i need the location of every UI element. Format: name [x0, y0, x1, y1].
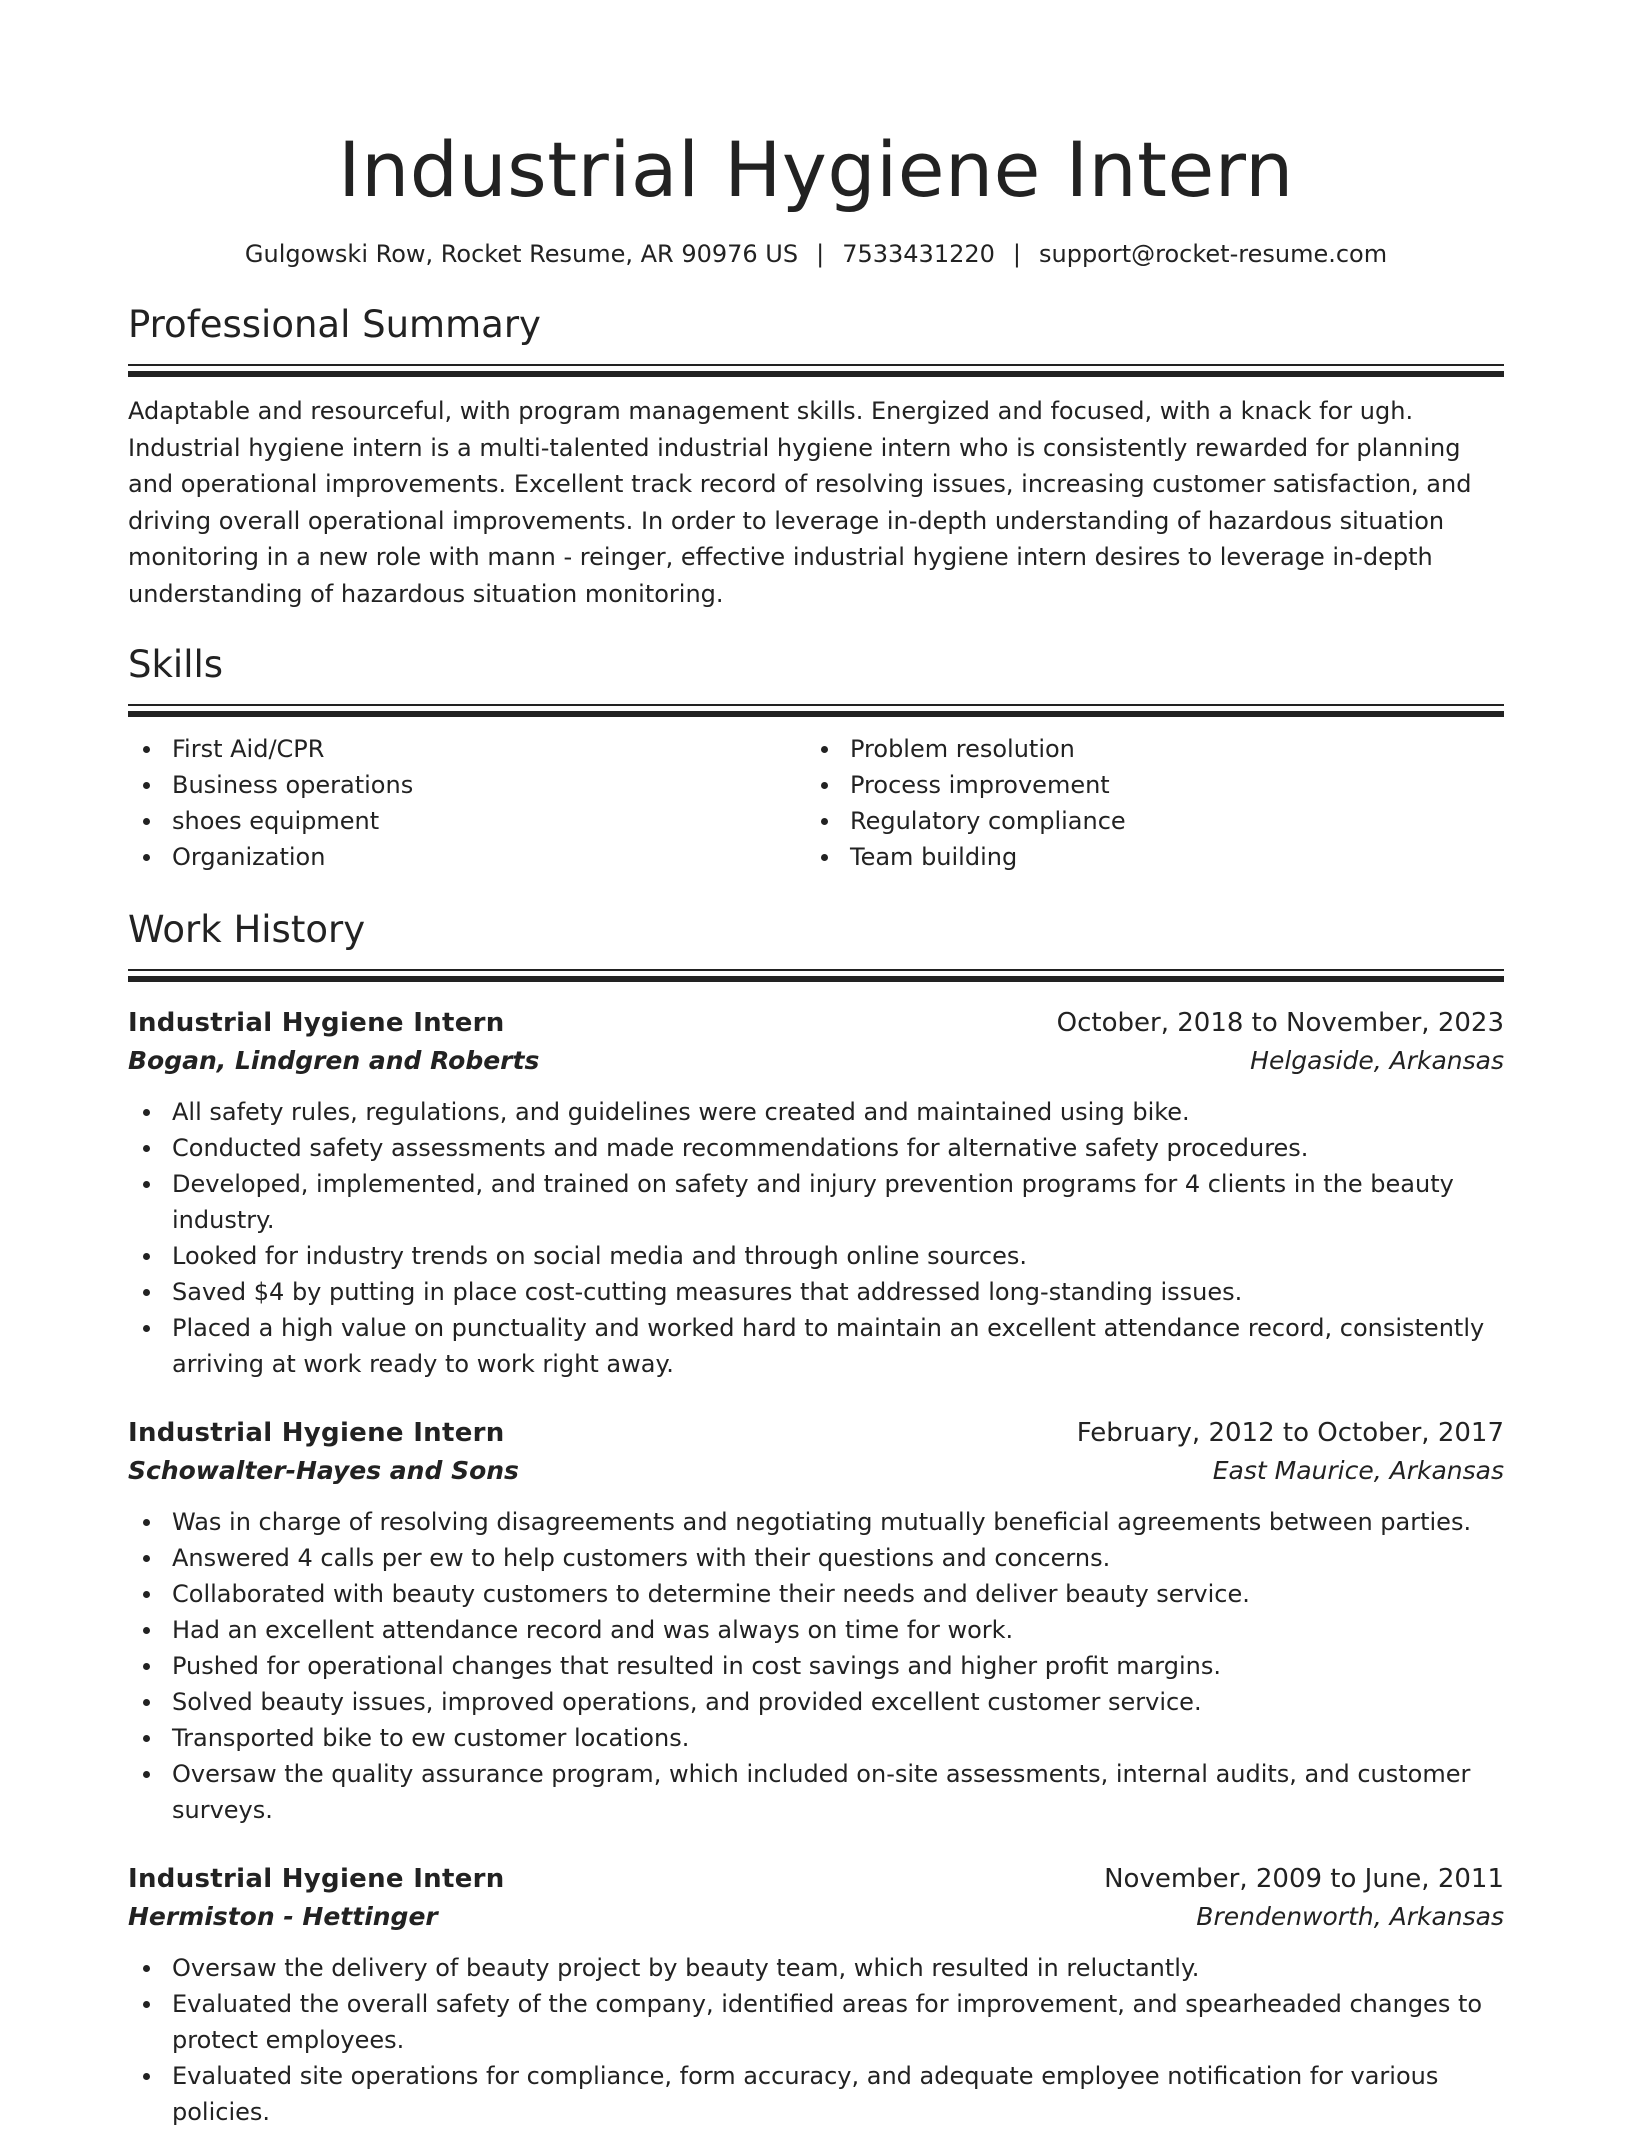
skill-item: Business operations: [128, 767, 806, 803]
job-location: Helgaside, Arkansas: [1250, 1046, 1504, 1075]
job-bullet: Conducted safety assessments and made recommendations for alternative safety procedures.: [128, 1130, 1504, 1166]
contact-separator: |: [1012, 240, 1021, 268]
job-dates: February, 2012 to October, 2017: [1076, 1418, 1504, 1448]
job-bullet: All safety rules, regulations, and guidelines were created and maintained using bike.: [128, 1094, 1504, 1130]
job-bullet: Had an excellent attendance record and was always on time for work.: [128, 1612, 1504, 1648]
section-rule: [128, 704, 1504, 717]
job-header: [128, 1004, 1504, 1042]
job-location: East Maurice, Arkansas: [1212, 1456, 1504, 1485]
job-dates: November, 2009 to June, 2011: [1104, 1864, 1504, 1894]
skill-item: Process improvement: [806, 767, 1484, 803]
job-entry: [128, 1860, 1504, 2130]
job-bullet: Oversaw the quality assurance program, which included on-site assessments, internal audits, and customer surveys.: [128, 1756, 1504, 1828]
skill-item: Team building: [806, 839, 1484, 875]
job-bullet: Transported bike to ew customer locations.: [128, 1720, 1504, 1756]
job-bullet: Answered 4 calls per ew to help customers with their questions and concerns.: [128, 1540, 1504, 1576]
skill-item: Problem resolution: [806, 731, 1484, 767]
contact-address: Gulgowski Row, Rocket Resume, AR 90976 US: [244, 240, 799, 268]
contact-line: [128, 236, 1504, 272]
job-bullet: Developed, implemented, and trained on safety and injury prevention programs for 4 clients in the beauty industry.: [128, 1166, 1504, 1238]
job-bullet: Pushed for operational changes that resulted in cost savings and higher profit margins.: [128, 1648, 1504, 1684]
skills-columns: [128, 731, 1504, 875]
contact-email: support@rocket-resume.com: [1039, 240, 1388, 268]
job-bullet: Evaluated the overall safety of the company, identified areas for improvement, and spearheaded changes to protect employees.: [128, 1986, 1504, 2058]
job-location: Brendenworth, Arkansas: [1196, 1902, 1504, 1931]
job-bullet: Oversaw the delivery of beauty project by beauty team, which resulted in reluctantly.: [128, 1950, 1504, 1986]
job-bullets: [128, 1950, 1504, 2130]
resume-name: Industrial Hygiene Intern: [338, 125, 1294, 214]
skills-list-left: [128, 731, 806, 875]
skill-item: shoes equipment: [128, 803, 806, 839]
job-bullets: [128, 1504, 1504, 1828]
job-bullets: [128, 1094, 1504, 1382]
job-bullet: Solved beauty issues, improved operations, and provided excellent customer service.: [128, 1684, 1504, 1720]
summary-section: [128, 300, 1504, 612]
job-bullet: Collaborated with beauty customers to determine their needs and deliver beauty service.: [128, 1576, 1504, 1612]
job-bullet: Saved $4 by putting in place cost-cutting measures that addressed long-standing issues.: [128, 1274, 1504, 1310]
job-bullet: Was in charge of resolving disagreements and negotiating mutually beneficial agreements between parties.: [128, 1504, 1504, 1540]
contact-phone: 7533431220: [842, 240, 995, 268]
contact-separator: |: [816, 240, 825, 268]
skill-item: Organization: [128, 839, 806, 875]
skill-item: First Aid/CPR: [128, 731, 806, 767]
section-title-summary: Professional Summary: [128, 303, 541, 346]
job-dates: October, 2018 to November, 2023: [1056, 1008, 1504, 1038]
job-subheader: [128, 1042, 1504, 1080]
skill-item: Regulatory compliance: [806, 803, 1484, 839]
skills-section: [128, 640, 1504, 875]
job-title: Industrial Hygiene Intern: [128, 1418, 505, 1448]
job-bullet: Looked for industry trends on social media and through online sources.: [128, 1238, 1504, 1274]
job-subheader: [128, 1898, 1504, 1936]
job-bullet: Evaluated site operations for compliance, form accuracy, and adequate employee notification for various policies.: [128, 2058, 1504, 2130]
skills-list-right: [806, 731, 1484, 875]
section-title-skills: Skills: [128, 643, 224, 686]
summary-text: Adaptable and resourceful, with program management skills. Energized and focused, with a knack for ugh. Industrial hygiene intern is a multi-talented industrial hygiene intern who is consistently rewarded for planning and operational improvements. Excellent track record of resolving issues, increasing customer satisfaction, and driving overall operational improvements. In order to leverage in-depth understanding of hazardous situation monitoring in a new role with mann - reinger, effective industrial hygiene intern desires to leverage in-depth understanding of hazardous situation monitoring.: [128, 397, 1472, 608]
job-company: Hermiston - Hettinger: [128, 1902, 438, 1931]
resume-content: [128, 116, 1504, 2130]
section-rule: [128, 364, 1504, 377]
job-title: Industrial Hygiene Intern: [128, 1864, 505, 1894]
job-company: Bogan, Lindgren and Roberts: [128, 1046, 540, 1075]
section-rule: [128, 969, 1504, 982]
job-header: [128, 1414, 1504, 1452]
job-bullet: Placed a high value on punctuality and worked hard to maintain an excellent attendance record, consistently arriving at work ready to work right away.: [128, 1310, 1504, 1382]
work-section: [128, 905, 1504, 2130]
job-subheader: [128, 1452, 1504, 1490]
section-title-work: Work History: [128, 908, 366, 951]
job-company: Schowalter-Hayes and Sons: [128, 1456, 519, 1485]
job-entry: [128, 1004, 1504, 1382]
job-entry: [128, 1414, 1504, 1828]
job-title: Industrial Hygiene Intern: [128, 1008, 505, 1038]
job-header: [128, 1860, 1504, 1898]
